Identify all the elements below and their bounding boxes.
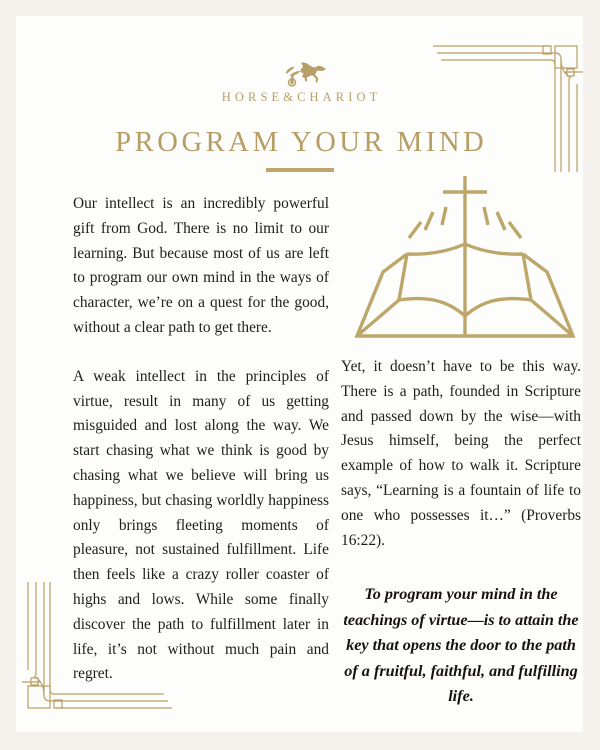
- right-text-column: [341, 355, 581, 710]
- paragraph: Yet, it doesn’t have to be this way. There is a path, founded in Scripture and passed down by the wise—with Jesus himself, being the perfect example of how to walk it. Scripture says, “Learning is a fountain of life to one who possesses it…” (Proverbs 16:22).: [341, 358, 581, 549]
- paragraph: Our intellect is an incredibly powerful gift from God. There is no limit to our learning. But because most of us are left to program our own mind in the ways of character, we’re on a quest for the good, without a clear path to get there.: [73, 195, 329, 336]
- inner-page-surface: [16, 16, 583, 732]
- brand-wordmark-right: CHARIOT: [297, 90, 382, 104]
- brand-logo: [16, 58, 583, 105]
- paragraph: A weak intellect in the principles of virtue, result in many of us getting misguided and lost along the way. We start chasing what we think is good by chasing what we believe will bring us happiness, but chasing worldly happiness only brings fleeting moments of pleasure, not sustained fulfillment. Life then feels like a crazy roller coaster of highs and lows. While some finally discover the path to fulfillment later in life, it’s not without much pain and regret.: [73, 367, 329, 683]
- left-text-column: [73, 192, 329, 687]
- brand-wordmark-ampersand: &: [283, 90, 298, 104]
- open-bible-with-cross-icon: [343, 168, 588, 348]
- page-title: PROGRAM YOUR MIND: [115, 127, 488, 158]
- title-divider: [266, 168, 334, 172]
- closing-statement: To program your mind in the teachings of virtue—is to attain the key that opens the door to the path of a fruitful, faithful, and fulfilling life.: [343, 585, 579, 706]
- brand-wordmark-left: HORSE: [221, 90, 284, 104]
- brand-wordmark: [16, 90, 583, 105]
- horse-and-chariot-icon: [16, 58, 583, 88]
